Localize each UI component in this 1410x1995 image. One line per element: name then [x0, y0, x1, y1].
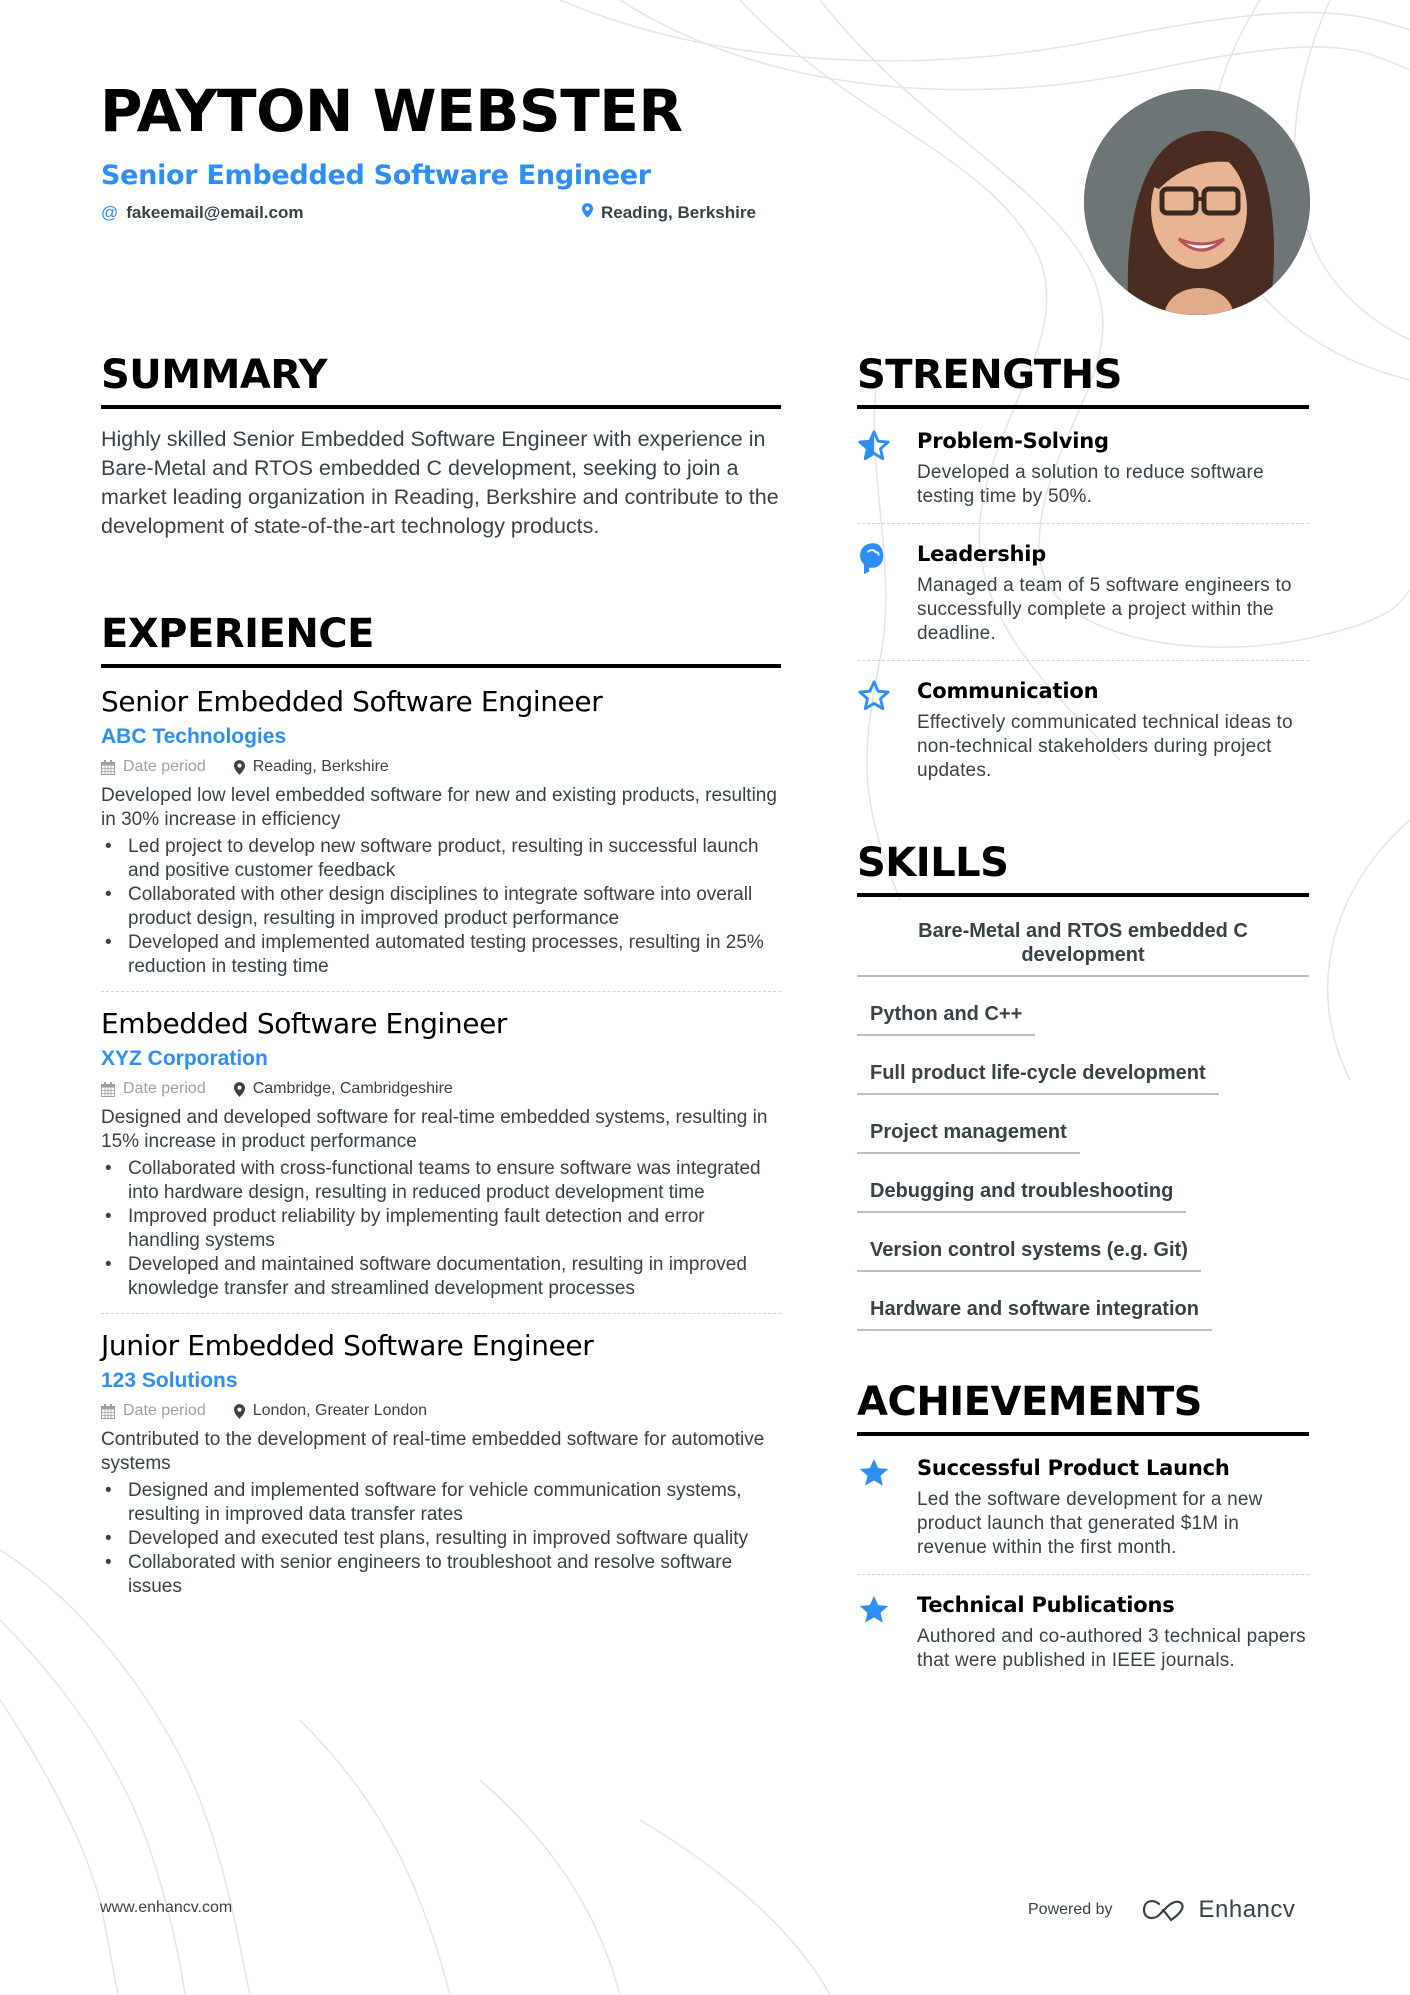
skill-tag: Hardware and software integration — [857, 1289, 1212, 1331]
experience-heading: EXPERIENCE — [101, 614, 781, 668]
summary-text: Highly skilled Senior Embedded Software Engineer with experience in Bare-Metal and RTOS embedded C development, seeking to join a market leading organization in Reading, Berkshire and contribute to the development of state-of-the-art technology products. — [101, 427, 779, 538]
company-name: XYZ Corporation — [101, 1047, 268, 1070]
strength-description: Managed a team of 5 software engineers to successfully complete a project within the deadline. — [917, 575, 1292, 644]
avatar — [1084, 89, 1310, 315]
location-text: Reading, Berkshire — [601, 203, 756, 222]
candidate-title: Senior Embedded Software Engineer — [101, 160, 651, 191]
skills-list — [857, 911, 1309, 1348]
job-title: Senior Embedded Software Engineer — [101, 685, 603, 718]
brand-name: Enhancv — [1198, 1896, 1296, 1923]
job-bullet: • Led project to develop new software product, resulting in successful launch and positive customer feedback — [101, 835, 781, 883]
skill-tag: Project management — [857, 1112, 1080, 1154]
strength-title: Problem-Solving — [917, 429, 1109, 453]
calendar-icon — [101, 1082, 115, 1097]
job-bullet: • Developed and implemented automated testing processes, resulting in 25% reduction in testing time — [101, 931, 781, 979]
job-entry — [101, 992, 781, 1314]
achievement-item — [857, 1436, 1309, 1575]
achievement-title: Technical Publications — [917, 1593, 1175, 1617]
job-bullet: • Developed and maintained software documentation, resulting in improved knowledge transfer and streamlined development processes — [101, 1253, 781, 1301]
summary-section — [101, 352, 781, 541]
strength-title: Communication — [917, 679, 1099, 703]
at-icon: @ — [101, 203, 119, 222]
job-entry — [101, 668, 781, 992]
job-location: Cambridge, Cambridgeshire — [234, 1078, 453, 1100]
job-title: Embedded Software Engineer — [101, 1007, 508, 1040]
experience-section — [101, 611, 781, 1611]
job-description: Contributed to the development of real-time embedded software for automotive systems — [101, 1429, 765, 1474]
skills-section — [857, 840, 1309, 1348]
job-meta — [101, 756, 781, 778]
achievements-heading: ACHIEVEMENTS — [857, 1382, 1309, 1436]
strengths-section — [857, 352, 1309, 797]
job-bullets — [101, 1479, 781, 1599]
achievement-item — [857, 1575, 1309, 1687]
job-date: Date period — [101, 756, 206, 778]
skill-tag: Bare-Metal and RTOS embedded C development — [857, 911, 1309, 977]
achievements-section — [857, 1379, 1309, 1687]
job-meta — [101, 1078, 781, 1100]
job-description: Developed low level embedded software for new and existing products, resulting in 30% increase in efficiency — [101, 785, 777, 830]
job-date: Date period — [101, 1400, 206, 1422]
strengths-heading: STRENGTHS — [857, 355, 1309, 409]
achievement-description: Authored and co-authored 3 technical papers that were published in IEEE journals. — [917, 1626, 1306, 1671]
footer-website-link[interactable]: www.enhancv.com — [100, 1899, 233, 1916]
strength-description: Effectively communicated technical ideas to non-technical stakeholders during project updates. — [917, 712, 1293, 781]
job-meta — [101, 1400, 781, 1422]
strength-item — [857, 524, 1309, 661]
job-date: Date period — [101, 1078, 206, 1100]
strength-item — [857, 409, 1309, 524]
star-outline-icon — [857, 679, 891, 713]
company-name: ABC Technologies — [101, 725, 287, 748]
map-pin-icon — [582, 203, 593, 223]
job-bullet: • Developed and executed test plans, resulting in improved software quality — [101, 1527, 781, 1551]
job-bullet: • Collaborated with other design disciplines to integrate software into overall product design, resulting in improved product performance — [101, 883, 781, 931]
footer-branding[interactable] — [1028, 1896, 1295, 1924]
skills-heading: SKILLS — [857, 843, 1309, 897]
enhancv-logo — [1141, 1896, 1296, 1924]
job-entry — [101, 1314, 781, 1611]
map-pin-icon — [234, 760, 245, 775]
map-pin-icon — [234, 1404, 245, 1419]
head-brain-icon — [857, 542, 889, 578]
job-location: Reading, Berkshire — [234, 756, 389, 778]
powered-by-label: Powered by — [1028, 1901, 1113, 1918]
email-text: fakeemail@email.com — [126, 203, 304, 222]
contact-location — [582, 203, 756, 223]
strength-item — [857, 661, 1309, 797]
star-filled-icon — [857, 1456, 891, 1490]
achievement-title: Successful Product Launch — [917, 1456, 1230, 1480]
star-filled-icon — [857, 1593, 891, 1627]
job-bullet: • Collaborated with cross-functional teams to ensure software was integrated into hardware design, resulting in reduced product development time — [101, 1157, 781, 1205]
skill-tag: Version control systems (e.g. Git) — [857, 1230, 1201, 1272]
achievement-description: Led the software development for a new product launch that generated $1M in revenue within the first month. — [917, 1489, 1263, 1558]
calendar-icon — [101, 760, 115, 775]
calendar-icon — [101, 1404, 115, 1419]
enhancv-logo-icon — [1141, 1898, 1187, 1922]
job-bullets — [101, 1157, 781, 1301]
map-pin-icon — [234, 1082, 245, 1097]
skill-tag: Full product life-cycle development — [857, 1053, 1219, 1095]
job-bullet: • Designed and implemented software for vehicle communication systems, resulting in improved data transfer rates — [101, 1479, 781, 1527]
half-star-icon — [857, 429, 891, 463]
job-title: Junior Embedded Software Engineer — [101, 1329, 594, 1362]
strength-title: Leadership — [917, 542, 1047, 566]
skill-tag: Python and C++ — [857, 994, 1035, 1036]
job-bullet: • Improved product reliability by implementing fault detection and error handling systems — [101, 1205, 781, 1253]
job-bullet: • Collaborated with senior engineers to troubleshoot and resolve software issues — [101, 1551, 781, 1599]
skill-tag: Debugging and troubleshooting — [857, 1171, 1186, 1213]
job-bullets — [101, 835, 781, 979]
job-description: Designed and developed software for real-time embedded systems, resulting in 15% increase in product performance — [101, 1107, 768, 1152]
company-name: 123 Solutions — [101, 1369, 238, 1392]
summary-heading: SUMMARY — [101, 355, 781, 409]
strength-description: Developed a solution to reduce software testing time by 50%. — [917, 462, 1264, 507]
candidate-name: PAYTON WEBSTER — [100, 77, 683, 145]
contact-email[interactable] — [101, 203, 304, 223]
job-location: London, Greater London — [234, 1400, 427, 1422]
